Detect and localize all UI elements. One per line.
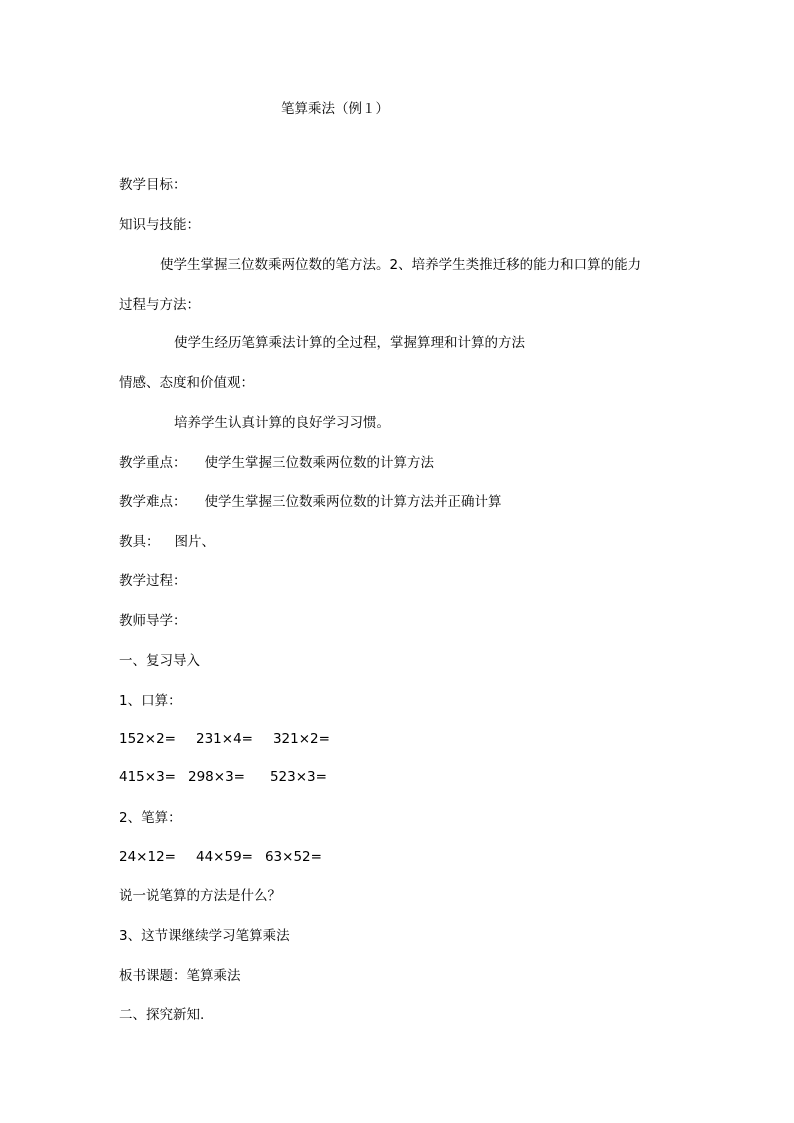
oral-problem: 298×3=: [187, 769, 245, 785]
written-heading: 2、笔算：: [119, 810, 182, 826]
objectives-heading: 教学目标：: [119, 177, 187, 193]
section-two-heading: 二、探究新知.: [119, 1007, 205, 1023]
oral-row-2: [119, 769, 327, 785]
written-problem: 44×59=: [195, 849, 253, 865]
oral-problem: 152×2=: [119, 731, 176, 747]
tools-text: 图片、: [174, 534, 215, 550]
written-problem: 63×52=: [264, 849, 322, 865]
knowledge-heading: 知识与技能：: [119, 217, 200, 233]
oral-problem: 231×4=: [195, 731, 253, 747]
oral-problem: 415×3=: [119, 769, 176, 785]
process-method-heading: 过程与方法：: [119, 297, 200, 313]
key-point-row: [119, 455, 434, 471]
tools-row: [119, 534, 215, 550]
tools-label: 教具：: [119, 534, 160, 550]
key-point-label: 教学重点：: [119, 455, 187, 471]
written-problem: 24×12=: [119, 849, 176, 865]
attitude-text: 培养学生认真计算的良好学习习惯。: [174, 415, 390, 431]
attitude-heading: 情感、态度和价值观：: [119, 375, 254, 391]
oral-problem: 321×2=: [272, 731, 330, 747]
knowledge-text: 使学生掌握三位数乘两位数的笔方法。2、培养学生类推迁移的能力和口算的能力: [160, 257, 642, 273]
difficulty-text: 使学生掌握三位数乘两位数的计算方法并正确计算: [204, 494, 502, 510]
teacher-guide-heading: 教师导学：: [119, 613, 187, 629]
document-title: 笔算乘法（例１）: [281, 101, 389, 117]
section-one-heading: 一、复习导入: [119, 653, 200, 669]
key-point-text: 使学生掌握三位数乘两位数的计算方法: [204, 455, 434, 471]
oral-problem: 523×3=: [269, 769, 327, 785]
teaching-process-heading: 教学过程：: [119, 573, 187, 589]
board-title: 板书课题：笔算乘法: [119, 968, 241, 984]
difficulty-row: [119, 494, 502, 510]
written-row: [119, 849, 322, 865]
process-method-text: 使学生经历笔算乘法计算的全过程，掌握算理和计算的方法: [174, 335, 525, 351]
difficulty-label: 教学难点：: [119, 494, 187, 510]
method-question: 说一说笔算的方法是什么？: [119, 888, 281, 904]
oral-heading: 1、口算：: [119, 693, 182, 709]
oral-row-1: [119, 731, 330, 747]
continue-text: 3、这节课继续学习笔算乘法: [119, 928, 290, 944]
